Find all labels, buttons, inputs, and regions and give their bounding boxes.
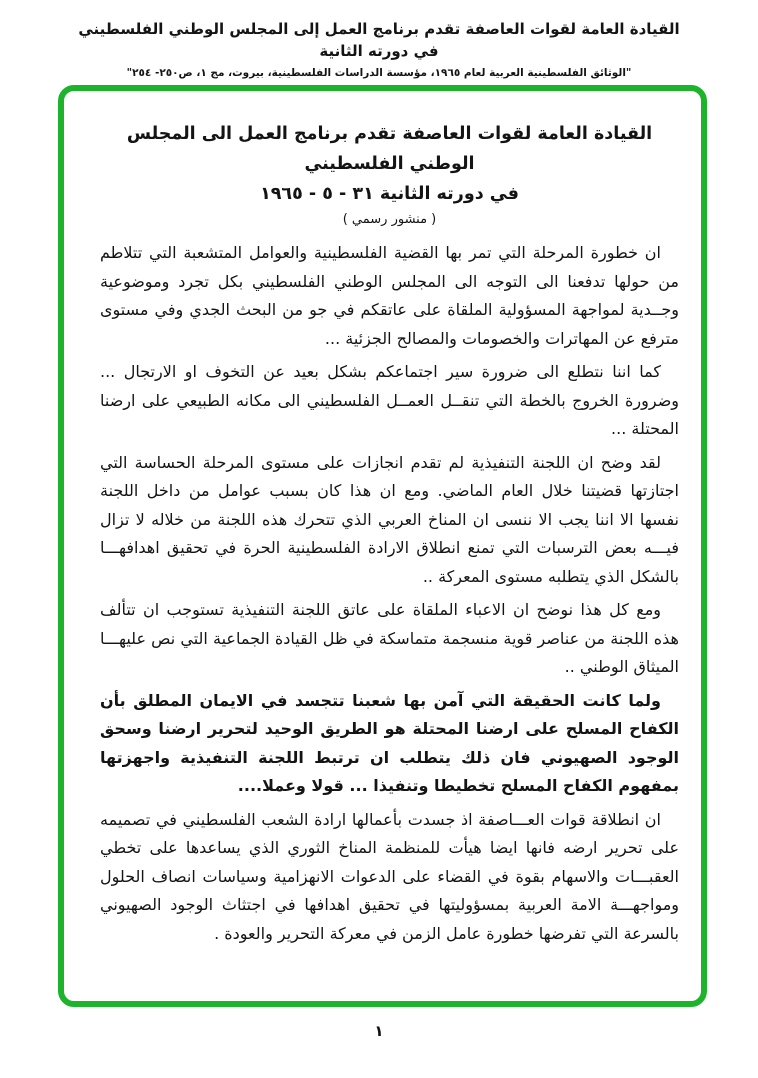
document-title-line1: القيادة العامة لقوات العاصفة تقدم برنامج العمل الى المجلس الوطني الفلسطيني (126, 124, 653, 174)
paragraph-1: ان خطورة المرحلة التي تمر بها القضية الفلسطينية والعوامل المتشعبة التي تتلاطم من حولها تدفعنا الى التوجه الى المجلس الوطني الفلسطيني بكل تجرد وموضوعية وجــدية لمواجهة المسؤولية الملقاة على عاتقكم في جو من البحث الجدي وفي مستوى مترفع عن المهاترات والخصومات والمصالح الجزئية ... (100, 243, 679, 348)
paragraph-6: ان انطلاقة قوات العـــاصفة اذ جسدت بأعمالها ارادة الشعب الفلسطيني في تصميمه على تحرير ارضه فانها ايضا هيأت للمنظمة المناخ الثوري الذي يساعدها على تخطي العقبـــات والاسهام بقوة في القضاء على الدعوات الانهزامية وسياسات انصاف الحلول ومواجهـــة الامة العربية بمسؤوليتها في تحقيق اهدافها في اجتثاث الوجود الصهيوني بالسرعة التي تفرضها خطورة عامل الزمن في معركة التحرير والعودة . (100, 809, 679, 943)
paragraph-4: ومع كل هذا نوضح ان الاعباء الملقاة على عاتق اللجنة التنفيذية تستوجب ان تتألف هذه اللجنة من عناصر قوية منسجمة متماسكة في ظل القيادة الجماعية التي نص عليهـــا الميثاق الوطني .. (100, 600, 679, 676)
header-title: القيادة العامة لقوات العاصفة تقدم برنامج العمل إلى المجلس الوطني الفلسطيني في دورته الثانية (78, 20, 680, 60)
paragraph-3: لقد وضح ان اللجنة التنفيذية لم تقدم انجازات على مستوى المرحلة الحساسة التي اجتازتها قضيتنا خلال العام الماضي. ومع ان هذا كان بسبب عوامل من داخل اللجنة نفسها الا اننا يجب الا ننسى ان المناخ العربي الذي تتحرك هذه اللجنة من خلاله لا تزال فيـــه بعض الترسبات التي تمنع انطلاق الارادة الفلسطينية الحرة في تحقيق اهدافهـــا بالشكل الذي يتطلبه مستوى المعركة .. (100, 452, 679, 586)
paragraph-5-bold: ولما كانت الحقيقة التي آمن بها شعبنا تتجسد في الايمان المطلق بأن الكفاح المسلح على ارضنا المحتلة هو الطريق الوحيد لتحرير ارضنا وسحق الوجود الصهيوني فان ذلك يتطلب ان ترتبط اللجنة التنفيذية واجهزتها بمفهوم الكفاح المسلح تخطيطا وتنفيذا ... قولا وعملا.... (100, 690, 679, 795)
header-source-citation: "الوثائق الفلسطينية العربية لعام ١٩٦٥، مؤسسة الدراسات الفلسطينية، بيروت، مج ١، ص٢٥٠- ٢٥٤" (126, 67, 632, 79)
document-subtitle: ( منشور رسمي ) (342, 212, 437, 227)
page-number: ١ (374, 1022, 384, 1040)
page-header (0, 0, 758, 79)
document-title-line2: في دورته الثانية ٣١ - ٥ - ١٩٦٥ (260, 184, 519, 204)
document-green-frame (58, 85, 707, 1007)
paragraph-2: كما اننا نتطلع الى ضرورة سير اجتماعكم بشكل بعيد عن التخوف او الارتجال ... وضرورة الخروج بالخطة التي تنقــل العمــل الفلسطيني الى مكانه الطبيعي على ارضنا المحتلة ... (100, 362, 679, 438)
